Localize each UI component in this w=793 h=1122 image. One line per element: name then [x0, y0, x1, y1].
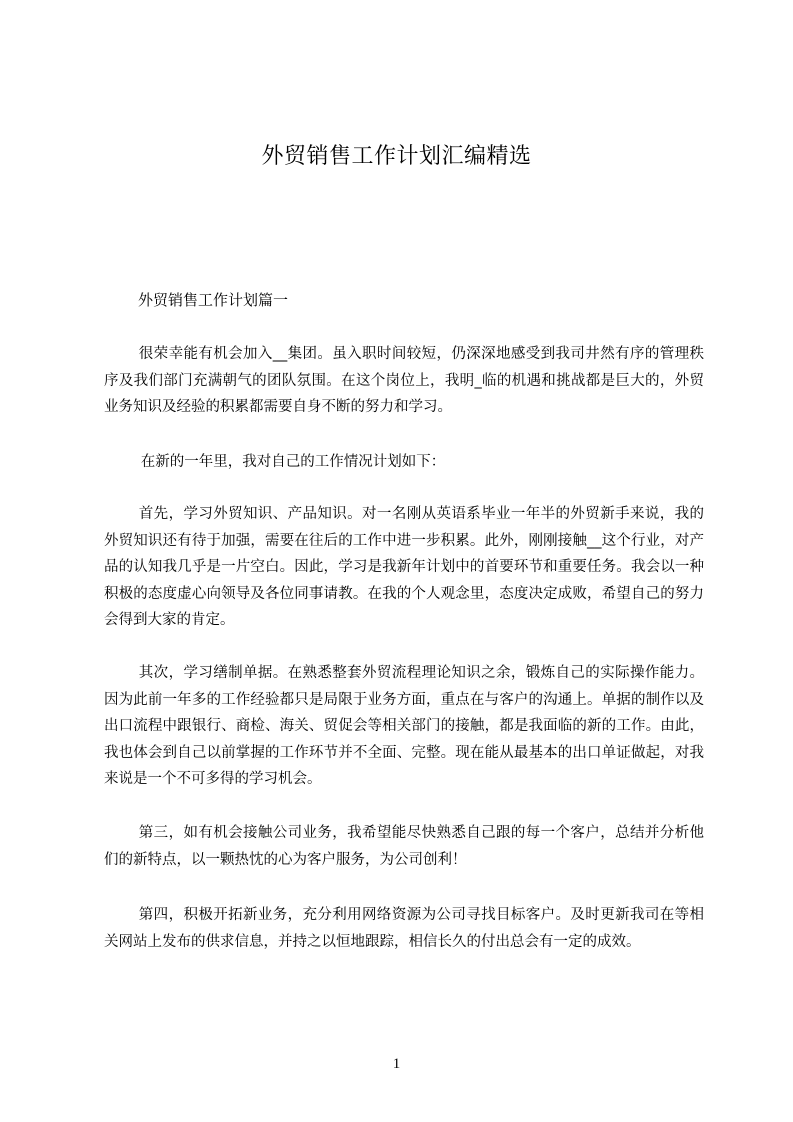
document-title: 外贸销售工作计划汇编精选 [261, 144, 532, 169]
paragraph-second: 其次，学习缮制单据。在熟悉整套外贸流程理论知识之余，锻炼自己的实际操作能力。因为此前一年多的工作经验都只是局限于业务方面，重点在与客户的沟通上。单据的制作以及出口流程中跟银行、商检、海关、贸促会等相关部门的接触，都是我面临的新的工作。由此，我也体会到自己以前掌握的工作环节并不全面、完整。现在能从最基本的出口单证做起，对我来说是一个不可多得的学习机会。 [104, 665, 704, 787]
page-number: 1 [392, 1056, 401, 1072]
paragraph-intro: 很荣幸能有机会加入__集团。虽入职时间较短，仍深深地感受到我司井然有序的管理秩序及我们部门充满朝气的团队氛围。在这个岗位上，我明_临的机遇和挑战都是巨大的，外贸业务知识及经验的积累都需要自身不断的努力和学习。 [104, 346, 704, 415]
paragraph-third: 第三，如有机会接触公司业务，我希望能尽快熟悉自己跟的每一个客户，总结并分析他们的新特点，以一颗热忱的心为客户服务，为公司创利！ [104, 825, 704, 868]
paragraph-plan-lead: 在新的一年里，我对自己的工作情况计划如下： [140, 454, 446, 470]
paragraph-fourth: 第四，积极开拓新业务，充分利用网络资源为公司寻找目标客户。及时更新我司在等相关网站上发布的供求信息，并持之以恒地跟踪，相信长久的付出总会有一定的成效。 [104, 907, 704, 950]
paragraph-first: 首先，学习外贸知识、产品知识。对一名刚从英语系毕业一年半的外贸新手来说，我的外贸知识还有待于加强，需要在往后的工作中进一步积累。此外，刚刚接触__这个行业，对产品的认知我几乎是一片空白。因此，学习是我新年计划中的首要环节和重要任务。我会以一种积极的态度虚心向领导及各位同事请教。在我的个人观念里，态度决定成败，希望自己的努力会得到大家的肯定。 [104, 506, 704, 628]
section-heading: 外贸销售工作计划篇一 [138, 291, 289, 309]
